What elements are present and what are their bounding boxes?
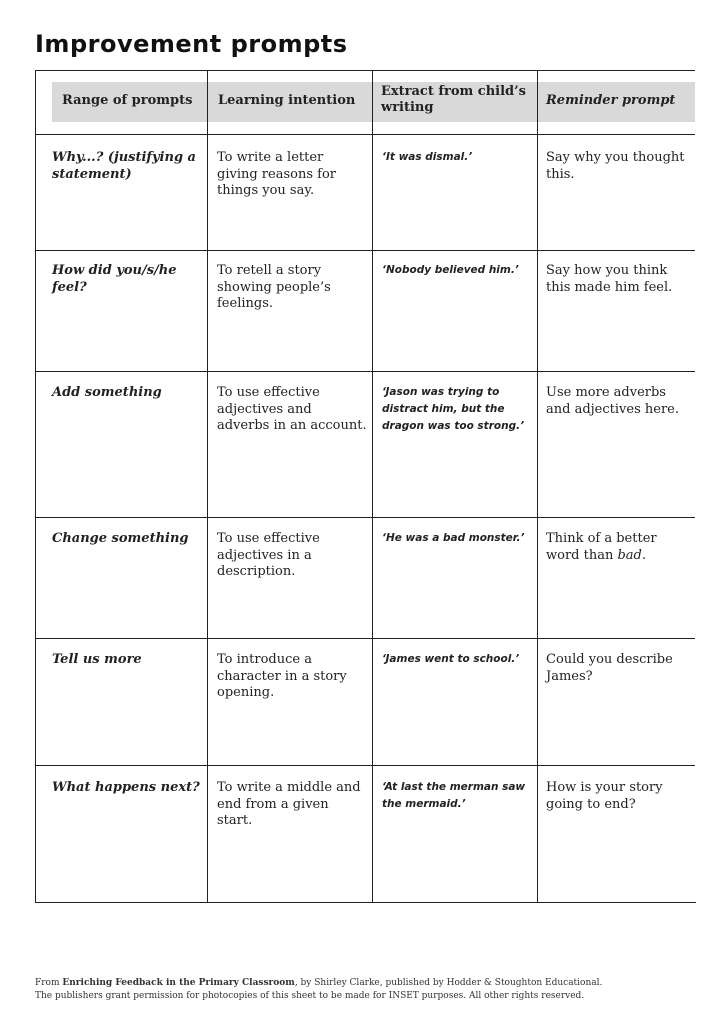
reminder-text: Think of a better word than (546, 531, 657, 563)
footer-publisher: , by Shirley Clarke, published by Hodder & Stoughton Educational. (294, 978, 603, 988)
row-divider (35, 371, 695, 372)
page-footer (35, 977, 715, 1003)
row-divider (35, 638, 695, 639)
reminder-text: Say how you think this made him feel. (546, 263, 673, 295)
prompt-cell: Why...? (justifying a statement) (52, 150, 196, 182)
prompt-cell: How did you/s/he feel? (52, 263, 177, 295)
row-divider (35, 517, 695, 518)
row-divider (35, 765, 695, 766)
reminder-cell (546, 531, 694, 564)
reminder-cell (546, 150, 694, 183)
reminder-text-end: . (641, 547, 647, 563)
prompt-cell: What happens next? (52, 780, 200, 795)
prompt-cell: Add something (52, 385, 162, 400)
column-divider (537, 70, 538, 902)
extract-cell: ‘It was dismal.’ (382, 151, 473, 163)
row-divider (35, 134, 695, 135)
reminder-cell (546, 385, 694, 418)
header-range-of-prompts: Range of prompts (62, 93, 193, 108)
reminder-cell (546, 652, 694, 685)
row-divider (35, 250, 695, 251)
intention-cell: To introduce a character in a story opening. (217, 652, 347, 700)
extract-cell: ‘Nobody believed him.’ (382, 264, 519, 276)
extract-cell: ‘He was a bad monster.’ (382, 532, 525, 544)
reminder-text: Could you describe James? (546, 652, 673, 684)
footer-line-2: The publishers grant permission for photocopies of this sheet to be made for INSET purposes. All other rights reserved. (35, 991, 585, 1001)
intention-cell: To write a middle and end from a given start. (217, 780, 361, 828)
table-top-border (35, 70, 695, 71)
reminder-emphasis: bad (617, 547, 642, 563)
extract-cell: ‘Jason was trying to distract him, but the dragon was too strong.’ (382, 386, 525, 432)
intention-cell: To use effective adjectives and adverbs in an account. (217, 385, 367, 433)
reminder-cell (546, 263, 694, 296)
page-title: Improvement prompts (35, 30, 348, 58)
prompt-cell: Tell us more (52, 652, 142, 667)
extract-cell: ‘At last the merman saw the mermaid.’ (382, 781, 526, 810)
reminder-text: Use more adverbs and adjectives here. (546, 385, 679, 417)
reminder-text: Say why you thought this. (546, 150, 685, 182)
intention-cell: To use effective adjectives in a description. (217, 531, 320, 579)
prompt-cell: Change something (52, 531, 189, 546)
reminder-text: How is your story going to end? (546, 780, 663, 812)
intention-cell: To retell a story showing people’s feelings. (217, 263, 331, 311)
column-divider (207, 70, 208, 902)
footer-line-1 (35, 977, 715, 990)
reminder-cell (546, 780, 694, 813)
header-learning-intention: Learning intention (218, 93, 356, 108)
extract-cell: ‘James went to school.’ (382, 653, 520, 665)
footer-book-title: Enriching Feedback in the Primary Classroom (62, 978, 295, 988)
footer-from: From (35, 978, 63, 988)
header-extract: Extract from child’s writing (381, 84, 526, 115)
column-divider (372, 70, 373, 902)
header-reminder-prompt: Reminder prompt (546, 93, 676, 108)
intention-cell: To write a letter giving reasons for things you say. (217, 150, 336, 198)
